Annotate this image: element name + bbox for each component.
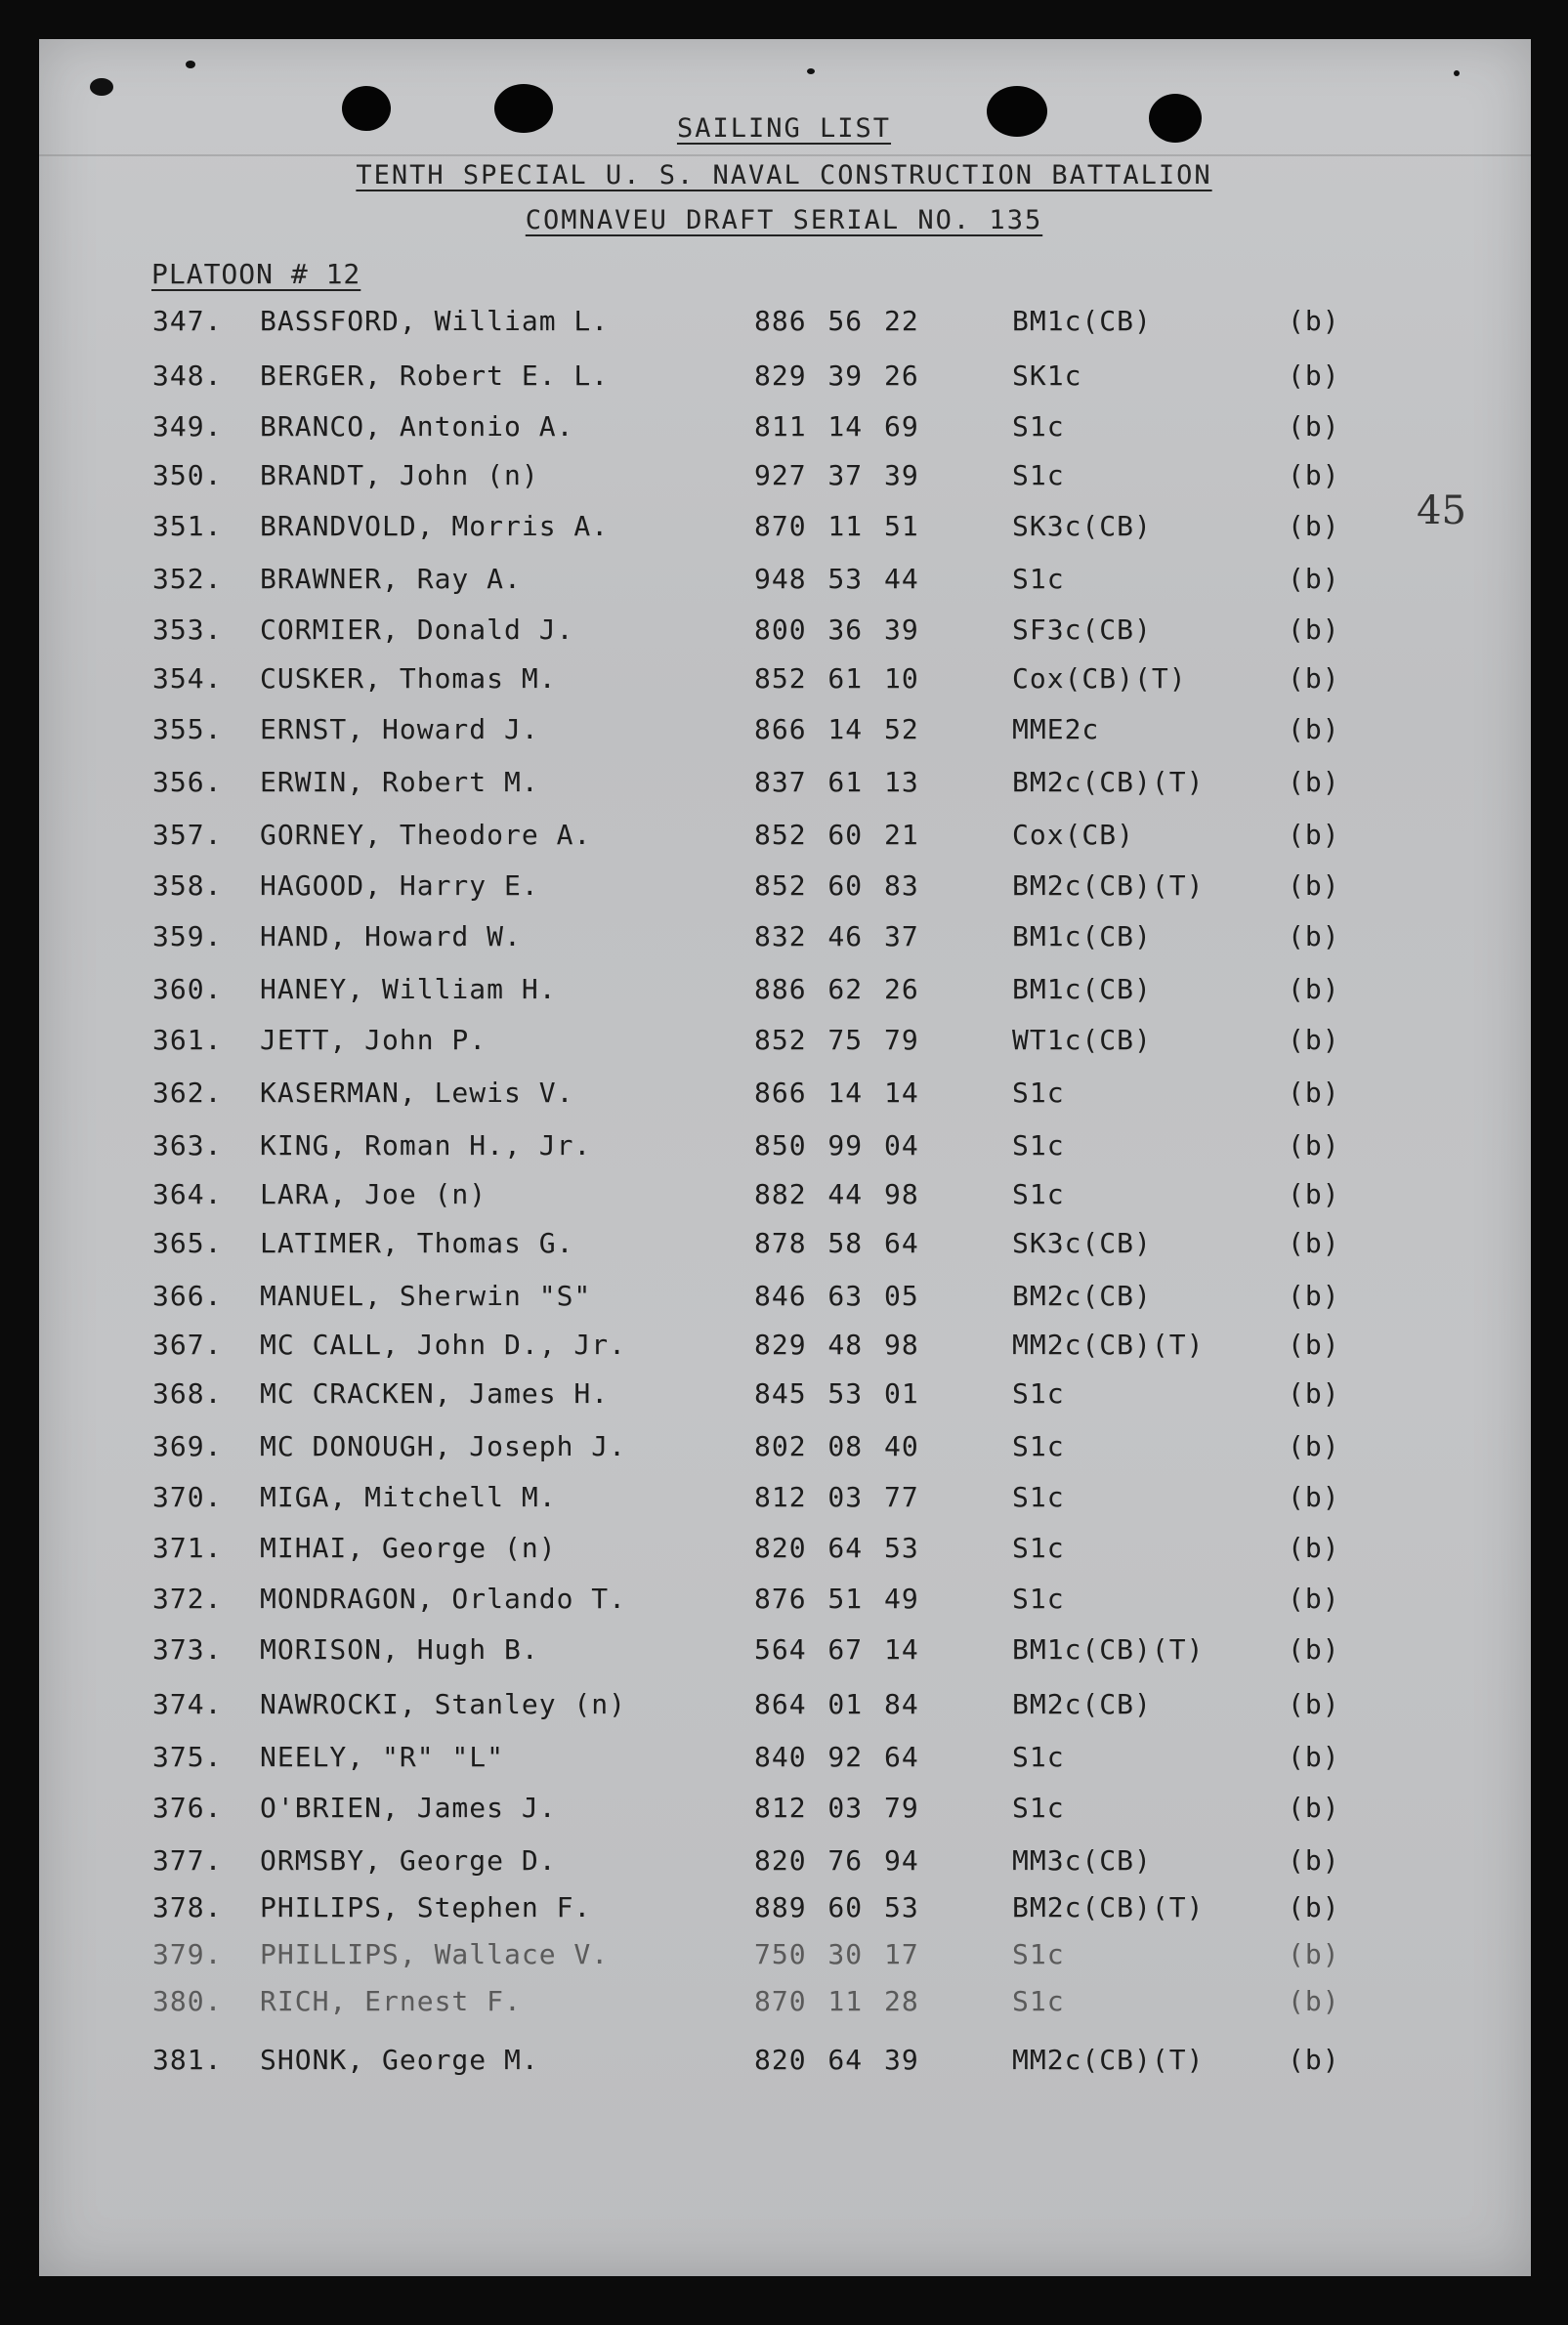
row-number: 347.: [152, 305, 223, 337]
service-number: 870 11 28: [754, 1985, 919, 2017]
sailor-name: BERGER, Robert E. L.: [260, 359, 610, 392]
ink-speck: [807, 68, 815, 74]
sailor-name: HANEY, William H.: [260, 973, 557, 1005]
status-code: (b): [1288, 1077, 1340, 1109]
table-row: [0, 305, 1568, 344]
rating: BM1c(CB)(T): [1012, 1633, 1205, 1666]
row-number: 370.: [152, 1481, 223, 1513]
rating: S1c: [1012, 1481, 1065, 1513]
table-row: [0, 973, 1568, 1012]
sailor-name: HAGOOD, Harry E.: [260, 869, 539, 902]
service-number: 811 14 69: [754, 410, 919, 443]
sailor-name: SHONK, George M.: [260, 2044, 539, 2076]
row-number: 371.: [152, 1532, 223, 1564]
service-number: 864 01 84: [754, 1688, 919, 1720]
status-code: (b): [1288, 1329, 1340, 1361]
status-code: (b): [1288, 1583, 1340, 1615]
service-number: 829 39 26: [754, 359, 919, 392]
sailor-name: NAWROCKI, Stanley (n): [260, 1688, 627, 1720]
rating: S1c: [1012, 410, 1065, 443]
table-row: [0, 1891, 1568, 1930]
sailor-name: MIHAI, George (n): [260, 1532, 557, 1564]
sailor-name: LARA, Joe (n): [260, 1178, 487, 1210]
status-code: (b): [1288, 1633, 1340, 1666]
table-row: [0, 1377, 1568, 1416]
row-number: 349.: [152, 410, 223, 443]
row-number: 373.: [152, 1633, 223, 1666]
status-code: (b): [1288, 410, 1340, 443]
table-row: [0, 1633, 1568, 1672]
status-code: (b): [1288, 1430, 1340, 1462]
status-code: (b): [1288, 713, 1340, 745]
status-code: (b): [1288, 1938, 1340, 1970]
sailor-name: BASSFORD, William L.: [260, 305, 610, 337]
table-row: [0, 1844, 1568, 1883]
unit-heading: TENTH SPECIAL U. S. NAVAL CONSTRUCTION BATTALION: [356, 160, 1212, 190]
status-code: (b): [1288, 1741, 1340, 1773]
service-number: 564 67 14: [754, 1633, 919, 1666]
status-code: (b): [1288, 1280, 1340, 1312]
sailor-name: PHILLIPS, Wallace V.: [260, 1938, 610, 1970]
status-code: (b): [1288, 359, 1340, 392]
rating: S1c: [1012, 1938, 1065, 1970]
status-code: (b): [1288, 1129, 1340, 1162]
service-number: 800 36 39: [754, 613, 919, 646]
table-row: [0, 1741, 1568, 1780]
row-number: 351.: [152, 510, 223, 542]
row-number: 362.: [152, 1077, 223, 1109]
service-number: 750 30 17: [754, 1938, 919, 1970]
service-number: 852 75 79: [754, 1024, 919, 1056]
sailor-name: MC DONOUGH, Joseph J.: [260, 1430, 627, 1462]
sailor-name: ERWIN, Robert M.: [260, 766, 539, 798]
row-number: 366.: [152, 1280, 223, 1312]
service-number: 845 53 01: [754, 1377, 919, 1410]
sailor-name: JETT, John P.: [260, 1024, 487, 1056]
sailor-name: KING, Roman H., Jr.: [260, 1129, 592, 1162]
service-number: 850 99 04: [754, 1129, 919, 1162]
table-row: [0, 713, 1568, 752]
rating: MM2c(CB)(T): [1012, 2044, 1205, 2076]
table-row: [0, 819, 1568, 858]
sailor-name: MIGA, Mitchell M.: [260, 1481, 557, 1513]
row-number: 364.: [152, 1178, 223, 1210]
service-number: 829 48 98: [754, 1329, 919, 1361]
table-row: [0, 459, 1568, 498]
table-row: [0, 1938, 1568, 1977]
service-number: 878 58 64: [754, 1227, 919, 1259]
row-number: 367.: [152, 1329, 223, 1361]
rating: BM2c(CB): [1012, 1688, 1152, 1720]
status-code: (b): [1288, 1532, 1340, 1564]
sailor-name: BRAWNER, Ray A.: [260, 563, 522, 595]
row-number: 377.: [152, 1844, 223, 1877]
row-number: 378.: [152, 1891, 223, 1923]
status-code: (b): [1288, 1688, 1340, 1720]
rating: S1c: [1012, 1792, 1065, 1824]
row-number: 360.: [152, 973, 223, 1005]
row-number: 372.: [152, 1583, 223, 1615]
status-code: (b): [1288, 1178, 1340, 1210]
rating: MME2c: [1012, 713, 1100, 745]
draft-serial-heading: COMNAVEU DRAFT SERIAL NO. 135: [525, 205, 1043, 235]
rating: S1c: [1012, 459, 1065, 491]
status-code: (b): [1288, 1024, 1340, 1056]
status-code: (b): [1288, 920, 1340, 952]
rating: BM1c(CB): [1012, 973, 1152, 1005]
rating: S1c: [1012, 1583, 1065, 1615]
row-number: 381.: [152, 2044, 223, 2076]
row-number: 354.: [152, 662, 223, 695]
rating: S1c: [1012, 1741, 1065, 1773]
rating: BM1c(CB): [1012, 920, 1152, 952]
rating: S1c: [1012, 1077, 1065, 1109]
row-number: 376.: [152, 1792, 223, 1824]
rating: MM2c(CB)(T): [1012, 1329, 1205, 1361]
service-number: 852 61 10: [754, 662, 919, 695]
service-number: 852 60 21: [754, 819, 919, 851]
table-row: [0, 563, 1568, 602]
rating: MM3c(CB): [1012, 1844, 1152, 1877]
service-number: 840 92 64: [754, 1741, 919, 1773]
status-code: (b): [1288, 2044, 1340, 2076]
service-number: 820 64 39: [754, 2044, 919, 2076]
sailor-name: ORMSBY, George D.: [260, 1844, 557, 1877]
sailor-name: NEELY, "R" "L": [260, 1741, 505, 1773]
sailor-name: CORMIER, Donald J.: [260, 613, 574, 646]
row-number: 369.: [152, 1430, 223, 1462]
status-code: (b): [1288, 510, 1340, 542]
table-row: [0, 2044, 1568, 2083]
rating: S1c: [1012, 1430, 1065, 1462]
table-row: [0, 1024, 1568, 1063]
status-code: (b): [1288, 613, 1340, 646]
status-code: (b): [1288, 662, 1340, 695]
table-row: [0, 1077, 1568, 1116]
row-number: 353.: [152, 613, 223, 646]
row-number: 375.: [152, 1741, 223, 1773]
rating: S1c: [1012, 1985, 1065, 2017]
status-code: (b): [1288, 1792, 1340, 1824]
table-row: [0, 1481, 1568, 1520]
table-row: [0, 869, 1568, 909]
table-row: [0, 1178, 1568, 1217]
table-row: [0, 920, 1568, 959]
row-number: 363.: [152, 1129, 223, 1162]
row-number: 356.: [152, 766, 223, 798]
service-number: 846 63 05: [754, 1280, 919, 1312]
sailor-name: HAND, Howard W.: [260, 920, 522, 952]
sailor-name: O'BRIEN, James J.: [260, 1792, 557, 1824]
rating: WT1c(CB): [1012, 1024, 1152, 1056]
rating: S1c: [1012, 1178, 1065, 1210]
row-number: 374.: [152, 1688, 223, 1720]
rating: SK3c(CB): [1012, 510, 1152, 542]
service-number: 886 56 22: [754, 305, 919, 337]
table-row: [0, 359, 1568, 399]
service-number: 812 03 79: [754, 1792, 919, 1824]
page-number: 45: [1417, 488, 1466, 533]
sailor-name: MONDRAGON, Orlando T.: [260, 1583, 627, 1615]
status-code: (b): [1288, 1227, 1340, 1259]
rating: BM2c(CB)(T): [1012, 1891, 1205, 1923]
sailor-name: BRANDT, John (n): [260, 459, 539, 491]
status-code: (b): [1288, 1985, 1340, 2017]
rating: Cox(CB)(T): [1012, 662, 1187, 695]
sailor-name: GORNEY, Theodore A.: [260, 819, 592, 851]
service-number: 832 46 37: [754, 920, 919, 952]
service-number: 802 08 40: [754, 1430, 919, 1462]
rating: SF3c(CB): [1012, 613, 1152, 646]
row-number: 357.: [152, 819, 223, 851]
service-number: 852 60 83: [754, 869, 919, 902]
status-code: (b): [1288, 869, 1340, 902]
rating: S1c: [1012, 1129, 1065, 1162]
row-number: 379.: [152, 1938, 223, 1970]
sailor-name: BRANCO, Antonio A.: [260, 410, 574, 443]
table-row: [0, 1688, 1568, 1727]
document-title: SAILING LIST: [676, 113, 892, 144]
table-row: [0, 1583, 1568, 1622]
status-code: (b): [1288, 459, 1340, 491]
status-code: (b): [1288, 1377, 1340, 1410]
status-code: (b): [1288, 305, 1340, 337]
row-number: 368.: [152, 1377, 223, 1410]
fold-line: [39, 154, 1531, 156]
rating: BM1c(CB): [1012, 305, 1152, 337]
table-row: [0, 1430, 1568, 1469]
sailor-name: PHILIPS, Stephen F.: [260, 1891, 592, 1923]
row-number: 361.: [152, 1024, 223, 1056]
rating: BM2c(CB)(T): [1012, 869, 1205, 902]
status-code: (b): [1288, 819, 1340, 851]
row-number: 348.: [152, 359, 223, 392]
platoon-heading: PLATOON # 12: [151, 258, 361, 290]
sailor-name: RICH, Ernest F.: [260, 1985, 522, 2017]
table-row: [0, 1329, 1568, 1368]
service-number: 820 64 53: [754, 1532, 919, 1564]
sailor-name: ERNST, Howard J.: [260, 713, 539, 745]
row-number: 359.: [152, 920, 223, 952]
row-number: 365.: [152, 1227, 223, 1259]
table-row: [0, 662, 1568, 701]
table-row: [0, 1985, 1568, 2024]
ink-speck: [1454, 70, 1460, 76]
row-number: 355.: [152, 713, 223, 745]
row-number: 358.: [152, 869, 223, 902]
table-row: [0, 410, 1568, 449]
service-number: 812 03 77: [754, 1481, 919, 1513]
sailor-name: MORISON, Hugh B.: [260, 1633, 539, 1666]
row-number: 352.: [152, 563, 223, 595]
ink-speck: [90, 78, 113, 96]
table-row: [0, 1280, 1568, 1319]
rating: BM2c(CB)(T): [1012, 766, 1205, 798]
rating: SK3c(CB): [1012, 1227, 1152, 1259]
sailor-name: CUSKER, Thomas M.: [260, 662, 557, 695]
row-number: 380.: [152, 1985, 223, 2017]
service-number: 837 61 13: [754, 766, 919, 798]
service-number: 886 62 26: [754, 973, 919, 1005]
service-number: 866 14 52: [754, 713, 919, 745]
service-number: 948 53 44: [754, 563, 919, 595]
status-code: (b): [1288, 563, 1340, 595]
rating: S1c: [1012, 1532, 1065, 1564]
table-row: [0, 1129, 1568, 1168]
service-number: 882 44 98: [754, 1178, 919, 1210]
table-row: [0, 1792, 1568, 1831]
rating: Cox(CB): [1012, 819, 1135, 851]
status-code: (b): [1288, 766, 1340, 798]
service-number: 820 76 94: [754, 1844, 919, 1877]
table-row: [0, 766, 1568, 805]
service-number: 889 60 53: [754, 1891, 919, 1923]
service-number: 927 37 39: [754, 459, 919, 491]
table-row: [0, 1227, 1568, 1266]
status-code: (b): [1288, 973, 1340, 1005]
sailor-name: BRANDVOLD, Morris A.: [260, 510, 610, 542]
rating: S1c: [1012, 1377, 1065, 1410]
ink-speck: [186, 61, 195, 68]
service-number: 870 11 51: [754, 510, 919, 542]
table-row: [0, 1532, 1568, 1571]
sailor-name: MC CALL, John D., Jr.: [260, 1329, 627, 1361]
sailor-name: LATIMER, Thomas G.: [260, 1227, 574, 1259]
table-row: [0, 510, 1568, 549]
rating: BM2c(CB): [1012, 1280, 1152, 1312]
service-number: 866 14 14: [754, 1077, 919, 1109]
sailor-name: MANUEL, Sherwin "S": [260, 1280, 592, 1312]
row-number: 350.: [152, 459, 223, 491]
table-row: [0, 613, 1568, 653]
status-code: (b): [1288, 1481, 1340, 1513]
rating: S1c: [1012, 563, 1065, 595]
status-code: (b): [1288, 1891, 1340, 1923]
status-code: (b): [1288, 1844, 1340, 1877]
sailor-name: KASERMAN, Lewis V.: [260, 1077, 574, 1109]
rating: SK1c: [1012, 359, 1082, 392]
sailor-name: MC CRACKEN, James H.: [260, 1377, 610, 1410]
service-number: 876 51 49: [754, 1583, 919, 1615]
